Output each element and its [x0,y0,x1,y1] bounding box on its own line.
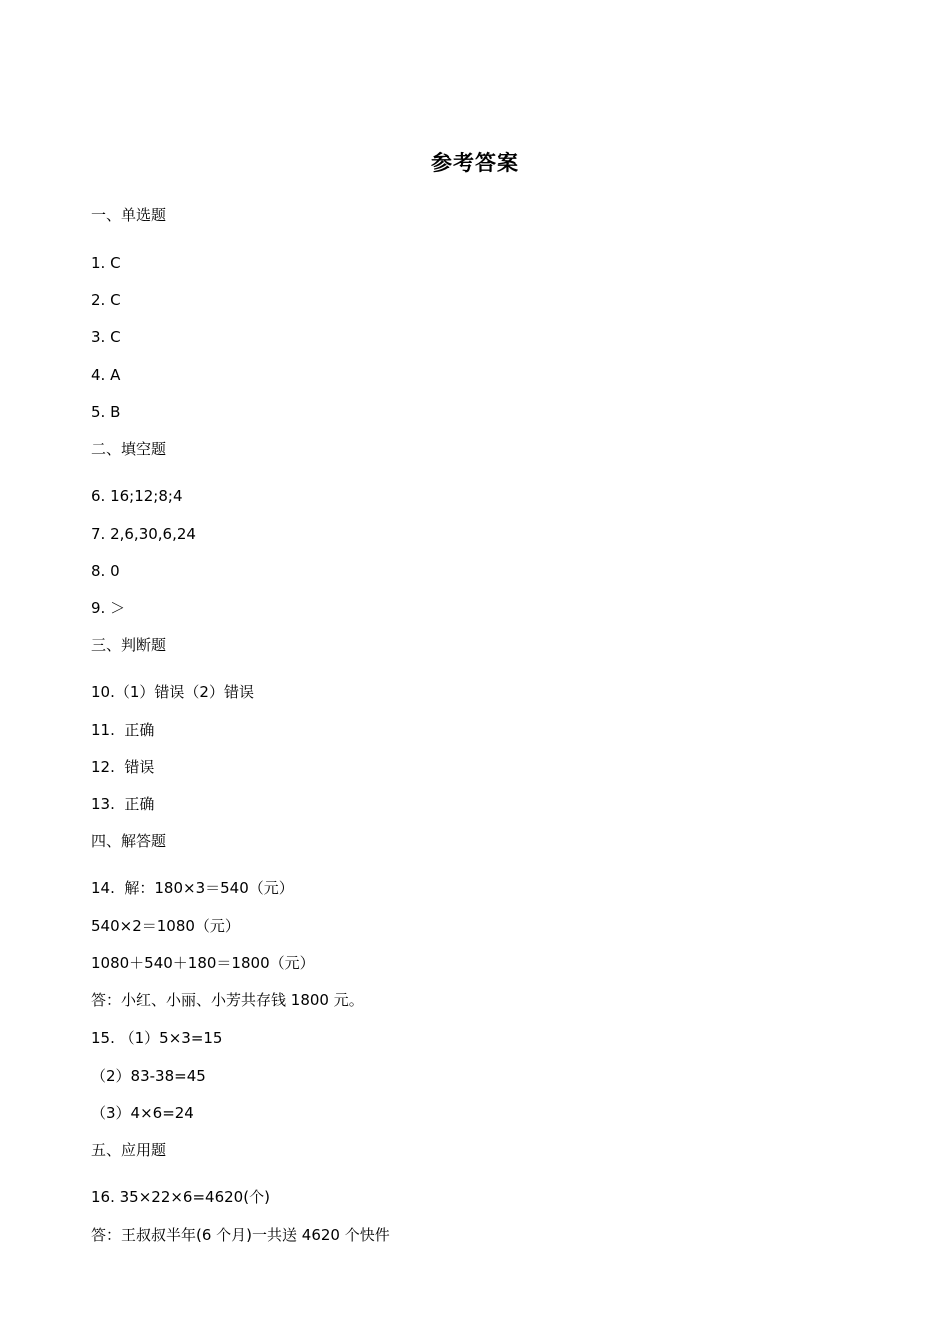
answer-line-11: 11. 正确 [91,721,155,739]
answer-line-15-part-3: （3）4×6=24 [91,1104,194,1122]
answer-line-5: 5. B [91,403,121,421]
answer-line-3: 3. C [91,328,121,346]
answer-line-13: 13. 正确 [91,795,155,813]
answer-line-1: 1. C [91,254,121,272]
answer-line-10: 10.（1）错误（2）错误 [91,683,254,701]
answer-line-9: 9. ＞ [91,599,126,617]
section-heading-fill-blank: 二、填空题 [91,440,167,458]
section-heading-application: 五、应用题 [91,1141,167,1159]
answer-line-16: 16. 35×22×6=4620(个) [91,1188,270,1206]
answer-line-8: 8. 0 [91,562,120,580]
answer-line-15-part-1: 15. （1）5×3=15 [91,1029,223,1047]
answer-line-16-conclusion: 答：王叔叔半年(6 个月)一共送 4620 个快件 [91,1226,390,1244]
section-heading-single-choice: 一、单选题 [91,206,167,224]
answer-line-14-step-2: 540×2＝1080（元） [91,917,240,935]
answer-line-4: 4. A [91,366,121,384]
answer-line-7: 7. 2,6,30,6,24 [91,525,196,543]
section-heading-solutions: 四、解答题 [91,832,167,850]
answer-line-15-part-2: （2）83-38=45 [91,1067,206,1085]
section-heading-true-false: 三、判断题 [91,636,167,654]
page-title: 参考答案 [431,151,519,175]
answer-line-14-step-3: 1080＋540＋180＝1800（元） [91,954,315,972]
answer-line-14-step-1: 14. 解：180×3＝540（元） [91,879,294,897]
answer-line-12: 12. 错误 [91,758,155,776]
answer-line-6: 6. 16;12;8;4 [91,487,183,505]
answer-line-2: 2. C [91,291,121,309]
answer-line-14-conclusion: 答：小红、小丽、小芳共存钱 1800 元。 [91,991,364,1009]
